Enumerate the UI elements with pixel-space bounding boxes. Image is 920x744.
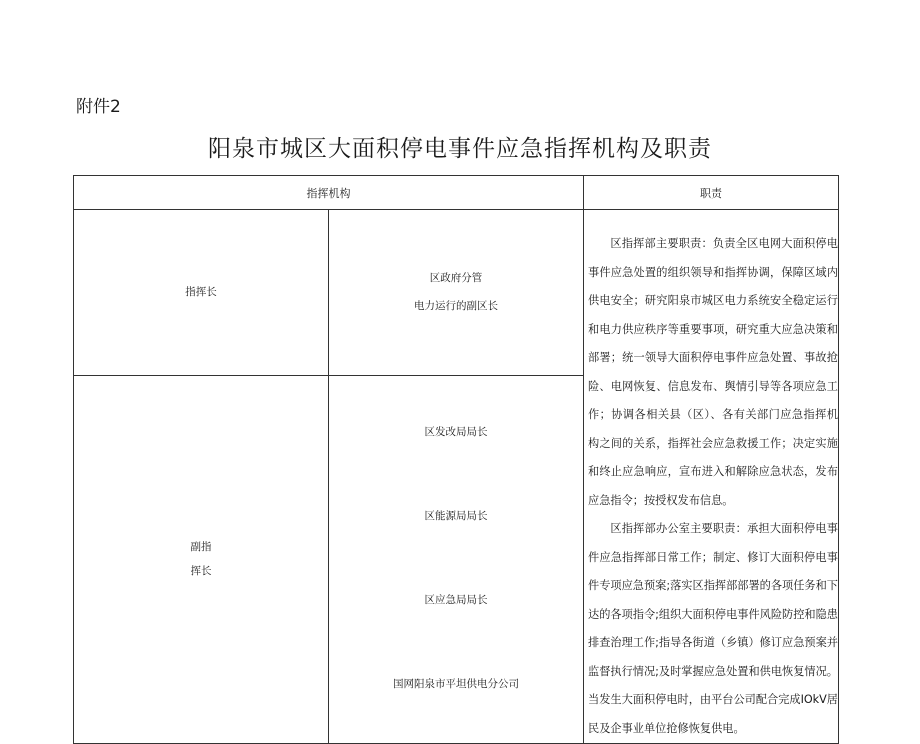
page-title: 阳泉市城区大面积停电事件应急指挥机构及职责 [208, 136, 712, 162]
deputy-role-cell [74, 375, 329, 743]
deputy-name: 国网阳泉市平坦供电分公司 [393, 677, 519, 690]
deputy-name: 区应急局局长 [424, 593, 488, 606]
leader-label: 指挥长 [185, 286, 217, 299]
leader-names-cell [329, 210, 584, 376]
leader-name: 区政府分管 [429, 272, 483, 285]
deputy-label: 副指挥长 [190, 541, 212, 578]
leader-name: 电力运行的副区长 [414, 300, 498, 313]
command-structure-table [73, 175, 839, 744]
deputy-names-cell [329, 375, 584, 743]
header-duty: 职责 [584, 176, 839, 210]
deputy-list [329, 376, 583, 743]
header-org: 指挥机构 [74, 176, 584, 210]
deputy-name: 区能源局局长 [424, 509, 488, 522]
deputy-name: 区发改局局长 [424, 426, 488, 439]
duty-paragraph: 区指挥部办公室主要职责：承担大面积停电事件应急指挥部日常工作；制定、修订大面积停电事件专项应急预案;落实区指挥部部署的各项任务和下达的各项指令;组织大面积停电事件风险防控和隐患排查治理工作;指导各街道（乡镇）修订应急预案并监督执行情况;及时掌握应急处置和供电恢复情况。当发生大面积停电时，由平台公司配合完成IOkV居民及企事业单位抢修恢复供电。 [588, 522, 838, 735]
attachment-label: 附件2 [76, 97, 121, 117]
duty-cell [584, 210, 839, 744]
table-row [74, 210, 839, 376]
table-header-row [74, 176, 839, 210]
leader-role-cell [74, 210, 329, 376]
duty-paragraph: 区指挥部主要职责：负责全区电网大面积停电事件应急处置的组织领导和指挥协调，保障区域内供电安全；研究阳泉市城区电力系统安全稳定运行和电力供应秩序等重要事项，研究重大应急决策和部署；统一领导大面积停电事件应急处置、事故抢险、电网恢复、信息发布、舆情引导等各项应急工作；协调各相关县（区）、各有关部门应急指挥机构之间的关系，指挥社会应急救援工作；决定实施和终止应急响应，宣布进入和解除应急状态，发布应急指令；按授权发布信息。 [588, 237, 838, 507]
